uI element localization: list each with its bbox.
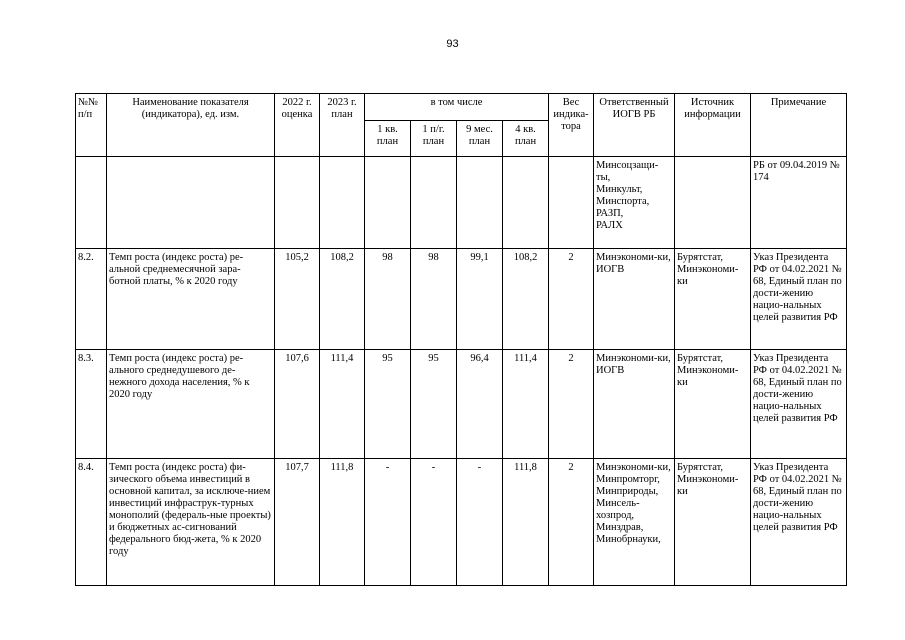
- cell-note: РБ от 09.04.2019 № 174: [751, 157, 847, 249]
- cell-2022-estimate: 105,2: [275, 249, 320, 350]
- header-including: в том числе: [365, 94, 549, 121]
- cell-responsible: Минэкономи-ки, ИОГВ: [594, 249, 675, 350]
- page-number: 93: [446, 38, 459, 50]
- cell-9m-plan: 96,4: [457, 350, 503, 459]
- cell-num: [76, 157, 107, 249]
- table-row: [76, 249, 847, 350]
- cell-weight: 2: [549, 459, 594, 586]
- header-q1: 1 кв. план: [365, 121, 411, 157]
- cell-9m-plan: -: [457, 459, 503, 586]
- cell-h1-plan: 98: [411, 249, 457, 350]
- cell-2022-estimate: 107,7: [275, 459, 320, 586]
- header-weight: Вес индика-тора: [549, 94, 594, 157]
- cell-h1-plan: 95: [411, 350, 457, 459]
- cell-q1-plan: 95: [365, 350, 411, 459]
- table-row: [76, 350, 847, 459]
- header-responsible: Ответственный ИОГВ РБ: [594, 94, 675, 157]
- cell-indicator-name: Темп роста (индекс роста) фи-зического объема инвестиций в основной капитал, за исключе-нием инвестиций инфраструк-турных монополий (федераль-ные проекты) и бюджетных ас-сигнований федерального бюд-жета, % к 2020 году: [107, 459, 275, 586]
- indicators-table: [75, 93, 847, 586]
- header-q4: 4 кв. план: [503, 121, 549, 157]
- cell-responsible: Минсоцзащи-ты, Минкульт, Минспорта, РАЗП, РАЛХ: [594, 157, 675, 249]
- cell-q1-plan: 98: [365, 249, 411, 350]
- cell-2023-plan: 111,4: [320, 350, 365, 459]
- cell-responsible: Минэкономи-ки, ИОГВ: [594, 350, 675, 459]
- cell-weight: 2: [549, 350, 594, 459]
- cell-responsible: Минэкономи-ки, Минпромторг, Минприроды, Минсель-хозпрод, Минздрав, Минобрнауки,: [594, 459, 675, 586]
- cell-note: Указ Президента РФ от 04.02.2021 № 68, Единый план по дости-жению нацио-нальных целей развития РФ: [751, 350, 847, 459]
- cell-q4-plan: 108,2: [503, 249, 549, 350]
- cell-2022-estimate: [275, 157, 320, 249]
- cell-2023-plan: [320, 157, 365, 249]
- header-2023: 2023 г. план: [320, 94, 365, 157]
- cell-h1-plan: [411, 157, 457, 249]
- cell-note: Указ Президента РФ от 04.02.2021 № 68, Единый план по дости-жению нацио-нальных целей развития РФ: [751, 249, 847, 350]
- cell-2022-estimate: 107,6: [275, 350, 320, 459]
- cell-indicator-name: Темп роста (индекс роста) ре-альной среднемесячной зара-ботной платы, % к 2020 году: [107, 249, 275, 350]
- cell-q1-plan: -: [365, 459, 411, 586]
- header-h1: 1 п/г. план: [411, 121, 457, 157]
- header-9m: 9 мес. план: [457, 121, 503, 157]
- cell-q4-plan: [503, 157, 549, 249]
- cell-weight: [549, 157, 594, 249]
- table-row: [76, 157, 847, 249]
- cell-q4-plan: 111,8: [503, 459, 549, 586]
- cell-indicator-name: [107, 157, 275, 249]
- cell-num: 8.3.: [76, 350, 107, 459]
- cell-q1-plan: [365, 157, 411, 249]
- cell-weight: 2: [549, 249, 594, 350]
- header-name: Наименование показателя (индикатора), ед. изм.: [107, 94, 275, 157]
- cell-2023-plan: 108,2: [320, 249, 365, 350]
- cell-source: Бурятстат, Минэкономи-ки: [675, 350, 751, 459]
- header-num: №№ п/п: [76, 94, 107, 157]
- table-row: [76, 459, 847, 586]
- cell-source: Бурятстат, Минэкономи-ки: [675, 249, 751, 350]
- cell-num: 8.4.: [76, 459, 107, 586]
- cell-num: 8.2.: [76, 249, 107, 350]
- header-note: Примечание: [751, 94, 847, 157]
- cell-9m-plan: 99,1: [457, 249, 503, 350]
- cell-h1-plan: -: [411, 459, 457, 586]
- cell-indicator-name: Темп роста (индекс роста) ре-ального среднедушевого де-нежного дохода населения, % к 2020 году: [107, 350, 275, 459]
- header-source: Источник информации: [675, 94, 751, 157]
- cell-source: [675, 157, 751, 249]
- header-2022: 2022 г. оценка: [275, 94, 320, 157]
- cell-source: Бурятстат, Минэкономи-ки: [675, 459, 751, 586]
- cell-2023-plan: 111,8: [320, 459, 365, 586]
- cell-q4-plan: 111,4: [503, 350, 549, 459]
- cell-note: Указ Президента РФ от 04.02.2021 № 68, Единый план по дости-жению нацио-нальных целей развития РФ: [751, 459, 847, 586]
- cell-9m-plan: [457, 157, 503, 249]
